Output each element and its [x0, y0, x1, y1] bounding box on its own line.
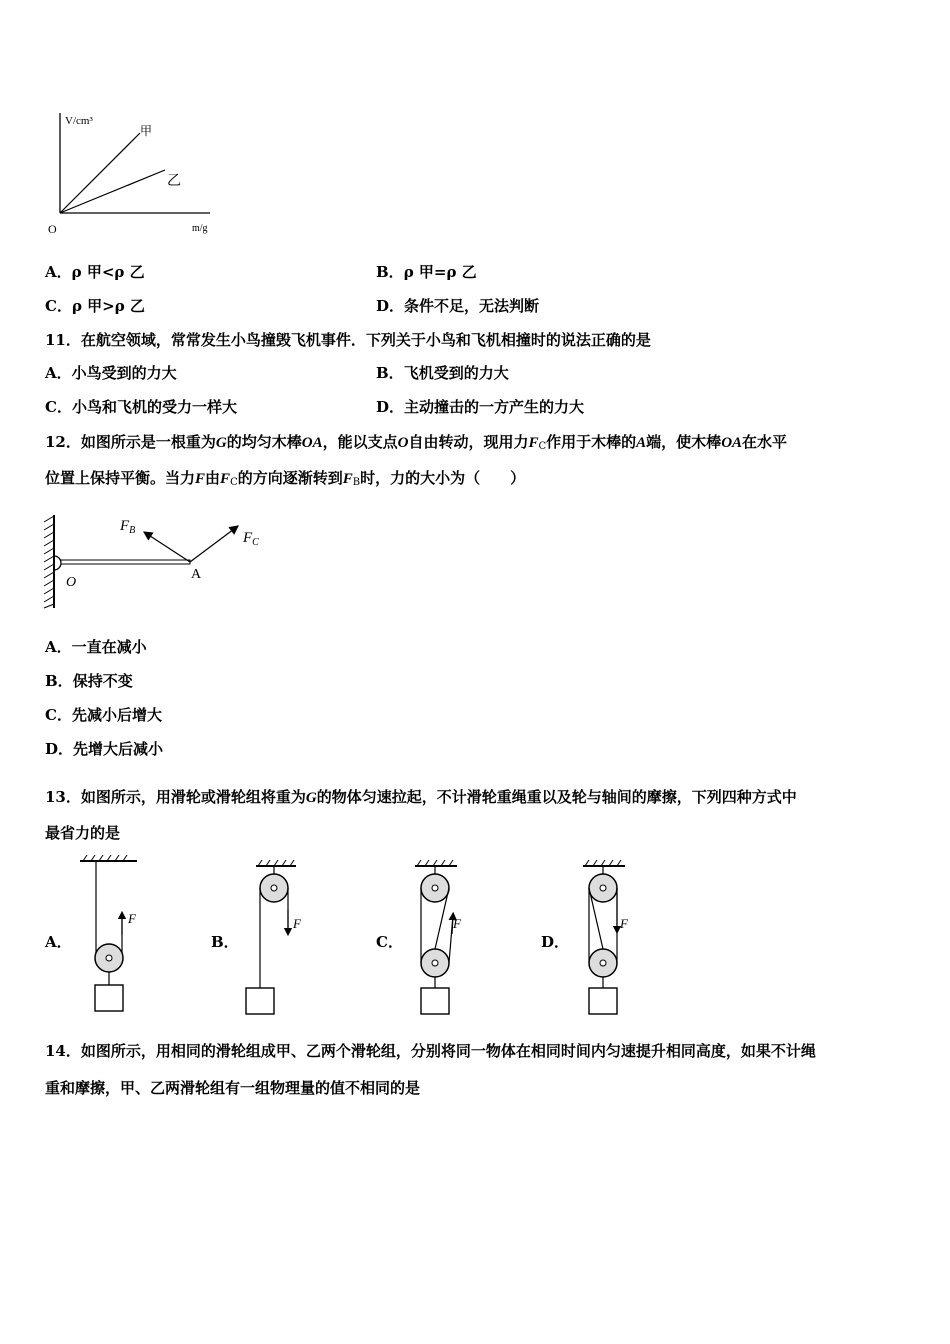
force-label-d: F: [620, 916, 628, 931]
q11-option-b[interactable]: B．飞机受到的力大: [376, 364, 509, 382]
q10-option-c[interactable]: C．ρ 甲>ρ 乙: [45, 297, 145, 315]
q10-option-a[interactable]: A．ρ 甲<ρ 乙: [45, 263, 145, 281]
q10-option-b[interactable]: B．ρ 甲=ρ 乙: [376, 263, 477, 281]
q12-stem-line2: 位置上保持平衡。当力F由$F_C$的方向逐渐转到$F_B$时，力的大小为（ ）: [45, 469, 526, 488]
q13-stem-line1: 13．如图所示，用滑轮或滑轮组将重为G的物体匀速拉起，不计滑轮重绳重以及轮与轴间的摩擦，下列四种方式中: [45, 788, 797, 806]
point-o-label: O: [66, 575, 77, 590]
q12-option-d[interactable]: D．先增大后减小: [45, 740, 164, 758]
force-label-b: F: [293, 916, 301, 931]
point-a-label: A: [191, 567, 202, 582]
line-jia: [60, 133, 140, 213]
q11-option-d[interactable]: D．主动撞击的一方产生的力大: [376, 398, 585, 416]
lever-figure: [40, 510, 280, 610]
jia-label: 甲: [140, 124, 153, 138]
fb-label: $F_B$: [120, 518, 136, 536]
q13-option-d[interactable]: D．: [541, 933, 570, 951]
q14-stem-line1: 14．如图所示，用相同的滑轮组成甲、乙两个滑轮组，分别将同一物体在相同时间内匀速提升相同高度，如果不计绳: [45, 1042, 816, 1060]
pulley-figure-c: [405, 860, 485, 1020]
q11-stem: 11．在航空领域，常常发生小鸟撞毁飞机事件．下列关于小鸟和飞机相撞时的说法正确的是: [45, 331, 651, 349]
force-label-a: F: [128, 911, 136, 926]
q13-option-b[interactable]: B．: [211, 933, 239, 951]
line-yi: [60, 170, 165, 213]
q11-option-c[interactable]: C．小鸟和飞机的受力一样大: [45, 398, 237, 416]
q13-option-c[interactable]: C．: [376, 933, 403, 951]
density-graph: [40, 105, 240, 240]
y-axis-label: V/cm³: [65, 115, 93, 127]
pulley-figure-b: [238, 860, 318, 1025]
q13-stem-line2: 最省力的是: [45, 824, 121, 842]
q12-option-a[interactable]: A．一直在减小: [45, 638, 147, 656]
q12-stem-line1: 12．如图所示是一根重为G的均匀木棒OA，能以支点O自由转动，现用力$F_C$作用于木棒的A端，使木棒OA在水平: [45, 433, 788, 452]
x-axis-label: m/g: [192, 223, 208, 234]
q12-option-b[interactable]: B．保持不变: [45, 672, 133, 690]
q10-option-d[interactable]: D．条件不足，无法判断: [376, 297, 540, 315]
pulley-figure-a: [75, 855, 155, 1020]
fc-label: $F_C$: [243, 530, 259, 548]
q12-option-c[interactable]: C．先减小后增大: [45, 706, 162, 724]
origin-label: O: [48, 222, 57, 236]
pulley-figure-d: [573, 860, 653, 1020]
force-label-c: F: [453, 916, 461, 931]
q14-stem-line2: 重和摩擦，甲、乙两滑轮组有一组物理量的值不相同的是: [45, 1079, 421, 1097]
yi-label: 乙: [167, 174, 181, 189]
q13-option-a[interactable]: A．: [45, 933, 72, 951]
q11-option-a[interactable]: A．小鸟受到的力大: [45, 364, 177, 382]
